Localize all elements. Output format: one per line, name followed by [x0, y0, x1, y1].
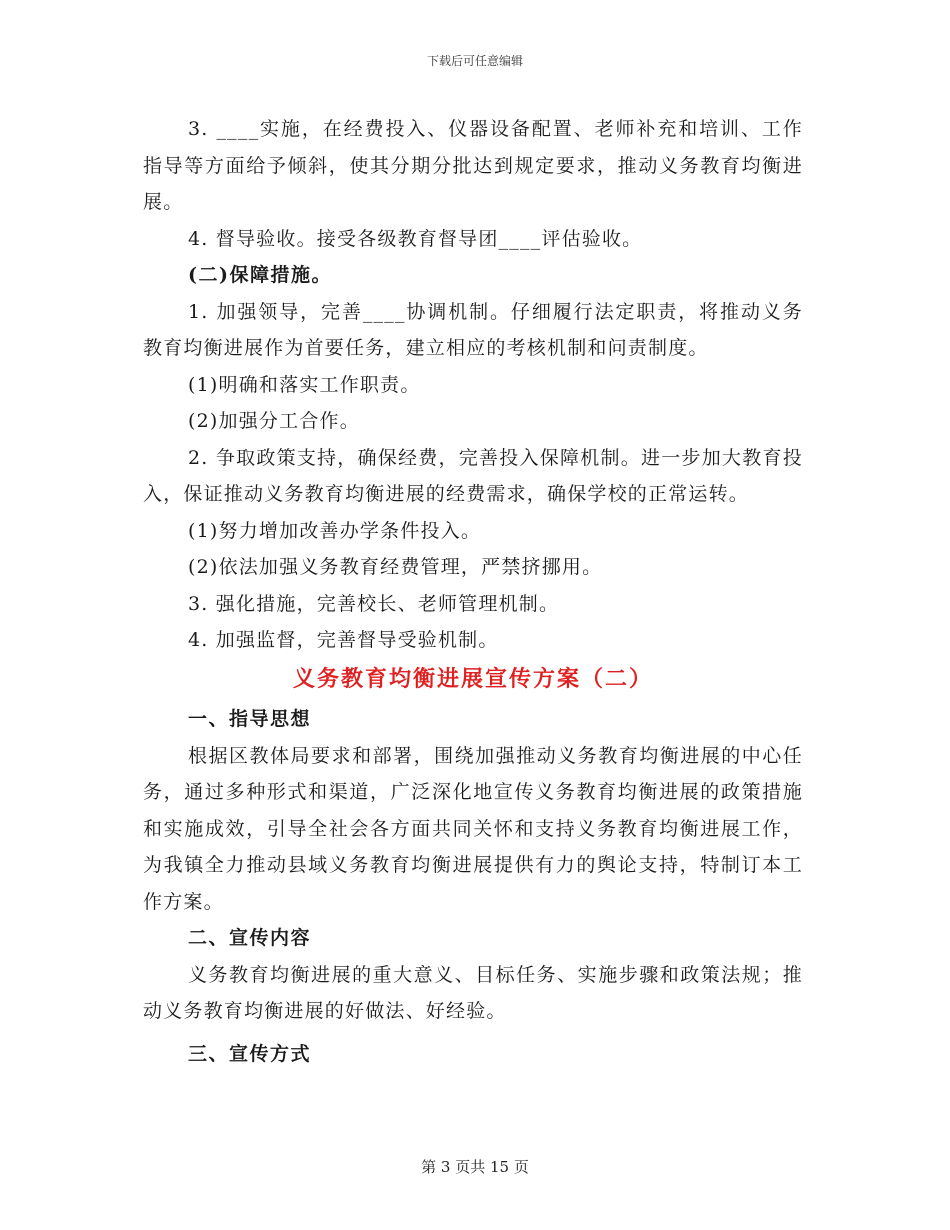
paragraph: 1. 加强领导，完善____协调机制。仔细履行法定职责，将推动义务教育均衡进展作为首要任务，建立相应的考核机制和问责制度。: [143, 300, 803, 359]
list-item: (2)加强分工合作。: [188, 410, 360, 432]
paragraph: 3. ____实施，在经费投入、仪器设备配置、老师补充和培训、工作指导等方面给予倾斜，使其分期分批达到规定要求，推动义务教育均衡进展。: [143, 118, 803, 213]
document-title: 义务教育均衡进展宣传方案（二）: [292, 665, 653, 692]
section-heading: 一、指导思想: [188, 708, 312, 730]
paragraph: 2. 争取政策支持，确保经费，完善投入保障机制。进一步加大教育投入，保证推动义务教育均衡进展的经费需求，确保学校的正常运转。: [143, 446, 803, 505]
list-item: (1)努力增加改善办学条件投入。: [188, 519, 482, 542]
paragraph: 3. 强化措施，完善校长、老师管理机制。: [188, 592, 560, 615]
page-header: 下载后可任意编辑: [426, 54, 523, 68]
list-item: (1)明确和落实工作职责。: [188, 373, 421, 396]
paragraph: 根据区教体局要求和部署，围绕加强推动义务教育均衡进展的中心任务，通过多种形式和渠道，广泛深化地宣传义务教育均衡进展的政策措施和实施成效，引导全社会各方面共同关怀和支持义务教育均衡进展工作，为我镇全力推动县域义务教育均衡进展提供有力的舆论支持，特制订本工作方案。: [143, 744, 803, 913]
list-item: (2)依法加强义务教育经费管理，严禁挤挪用。: [188, 556, 603, 578]
section-heading: 二、宣传内容: [188, 927, 312, 949]
paragraph: 4. 督导验收。接受各级教育督导团____评估验收。: [188, 227, 643, 250]
document-body: [143, 111, 803, 1072]
page-footer: 第 3 页共 15 页: [421, 1158, 529, 1176]
section-heading: 三、宣传方式: [188, 1042, 312, 1065]
paragraph: 义务教育均衡进展的重大意义、目标任务、实施步骤和政策法规；推动义务教育均衡进展的好做法、好经验。: [143, 963, 803, 1022]
paragraph: 4. 加强监督，完善督导受验机制。: [188, 629, 499, 651]
section-heading: (二)保障措施。: [188, 264, 332, 286]
